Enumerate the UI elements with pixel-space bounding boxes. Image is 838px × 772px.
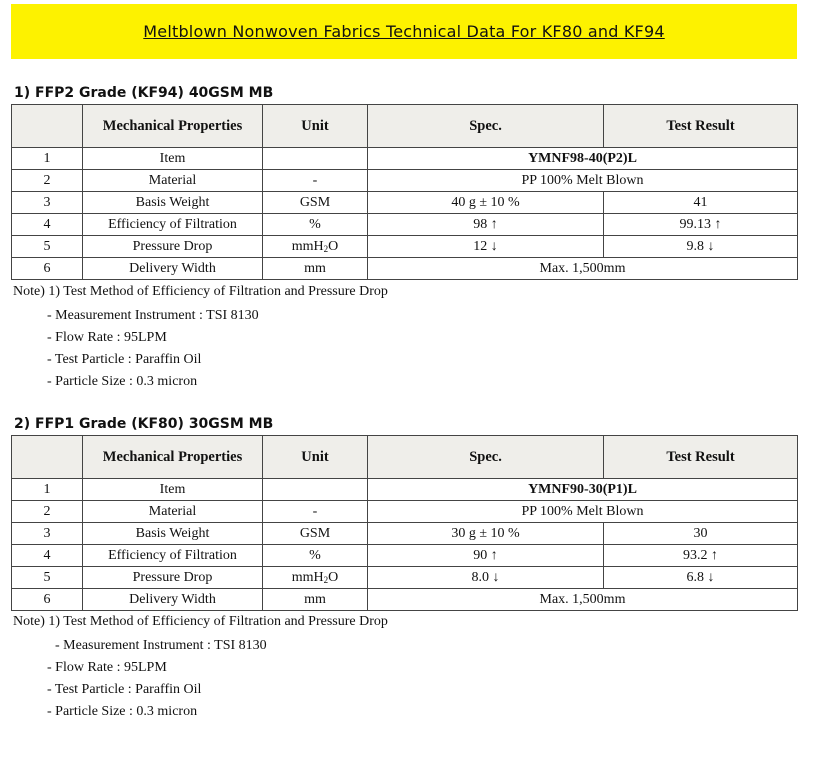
note-item: - Test Particle : Paraffin Oil [47, 352, 202, 367]
header-result: Test Result [604, 105, 798, 148]
note-item: - Measurement Instrument : TSI 8130 [55, 638, 267, 653]
table-row [12, 236, 798, 258]
row-unit: - [263, 501, 368, 523]
row-spec: 40 g ± 10 % [368, 192, 604, 214]
table-row [12, 258, 798, 280]
row-no: 6 [12, 589, 83, 611]
note-item: - Particle Size : 0.3 micron [47, 704, 198, 719]
row-item-code: YMNF90-30(P1)L [368, 479, 798, 501]
table-row [12, 567, 798, 589]
unit-subscript: 2 [323, 574, 329, 585]
spec-table-ffp1 [11, 435, 798, 611]
row-item-code: YMNF98-40(P2)L [368, 148, 798, 170]
row-property: Material [83, 501, 263, 523]
table-row [12, 214, 798, 236]
row-result: 93.2 ↑ [604, 545, 798, 567]
row-property: Material [83, 170, 263, 192]
header-result: Test Result [604, 436, 798, 479]
row-spec: 30 g ± 10 % [368, 523, 604, 545]
row-no: 1 [12, 479, 83, 501]
section-title-ffp1: 2) FFP1 Grade (KF80) 30GSM MB [14, 416, 274, 432]
unit-subscript: 2 [323, 243, 329, 254]
table-row [12, 170, 798, 192]
row-property: Pressure Drop [83, 567, 263, 589]
row-unit [263, 479, 368, 501]
document-title: Meltblown Nonwoven Fabrics Technical Data For KF80 and KF94 [143, 22, 665, 41]
row-spec: 90 ↑ [368, 545, 604, 567]
row-property: Basis Weight [83, 192, 263, 214]
spec-table-ffp2 [11, 104, 798, 280]
row-material-value: PP 100% Melt Blown [368, 170, 798, 192]
note-item: - Particle Size : 0.3 micron [47, 374, 198, 389]
note-title: Note) 1) Test Method of Efficiency of Filtration and Pressure Drop [13, 284, 388, 299]
row-no: 4 [12, 545, 83, 567]
table-row [12, 192, 798, 214]
row-width-value: Max. 1,500mm [368, 589, 798, 611]
row-no: 5 [12, 236, 83, 258]
row-property: Delivery Width [83, 258, 263, 280]
row-unit [263, 148, 368, 170]
row-result: 30 [604, 523, 798, 545]
note-item: - Measurement Instrument : TSI 8130 [47, 308, 259, 323]
header-property: Mechanical Properties [83, 436, 263, 479]
row-unit: % [263, 545, 368, 567]
row-property: Item [83, 479, 263, 501]
row-spec: 12 ↓ [368, 236, 604, 258]
table-row [12, 523, 798, 545]
row-unit [263, 236, 368, 258]
row-property: Delivery Width [83, 589, 263, 611]
unit-tail: O [328, 569, 339, 585]
unit-base: mmH [291, 569, 324, 585]
row-result: 9.8 ↓ [604, 236, 798, 258]
note-title: Note) 1) Test Method of Efficiency of Filtration and Pressure Drop [13, 614, 388, 629]
row-no: 4 [12, 214, 83, 236]
notes-ffp2 [13, 284, 388, 393]
row-property: Efficiency of Filtration [83, 214, 263, 236]
unit-tail: O [328, 238, 339, 254]
row-no: 3 [12, 192, 83, 214]
header-unit: Unit [263, 105, 368, 148]
row-no: 5 [12, 567, 83, 589]
row-property: Efficiency of Filtration [83, 545, 263, 567]
row-result: 6.8 ↓ [604, 567, 798, 589]
title-banner [11, 4, 797, 59]
table-row [12, 148, 798, 170]
row-result: 41 [604, 192, 798, 214]
table-row [12, 479, 798, 501]
table-row [12, 501, 798, 523]
header-unit: Unit [263, 436, 368, 479]
header-no [12, 105, 83, 148]
row-no: 1 [12, 148, 83, 170]
row-width-value: Max. 1,500mm [368, 258, 798, 280]
header-property: Mechanical Properties [83, 105, 263, 148]
row-property: Item [83, 148, 263, 170]
unit-base: mmH [291, 238, 324, 254]
row-unit: mm [263, 589, 368, 611]
row-property: Basis Weight [83, 523, 263, 545]
row-no: 6 [12, 258, 83, 280]
note-item: - Flow Rate : 95LPM [47, 330, 167, 345]
header-spec: Spec. [368, 436, 604, 479]
table-header-row [12, 436, 798, 479]
section-title-ffp2: 1) FFP2 Grade (KF94) 40GSM MB [14, 85, 274, 101]
row-unit: % [263, 214, 368, 236]
row-no: 2 [12, 501, 83, 523]
table-row [12, 589, 798, 611]
row-material-value: PP 100% Melt Blown [368, 501, 798, 523]
table-row [12, 545, 798, 567]
note-item: - Test Particle : Paraffin Oil [47, 682, 202, 697]
row-result: 99.13 ↑ [604, 214, 798, 236]
row-unit: GSM [263, 523, 368, 545]
header-spec: Spec. [368, 105, 604, 148]
row-no: 3 [12, 523, 83, 545]
row-spec: 98 ↑ [368, 214, 604, 236]
row-spec: 8.0 ↓ [368, 567, 604, 589]
row-unit [263, 567, 368, 589]
table-header-row [12, 105, 798, 148]
row-unit: GSM [263, 192, 368, 214]
header-no [12, 436, 83, 479]
note-item: - Flow Rate : 95LPM [47, 660, 167, 675]
row-no: 2 [12, 170, 83, 192]
row-unit: - [263, 170, 368, 192]
row-unit: mm [263, 258, 368, 280]
row-property: Pressure Drop [83, 236, 263, 258]
notes-ffp1 [13, 614, 388, 723]
